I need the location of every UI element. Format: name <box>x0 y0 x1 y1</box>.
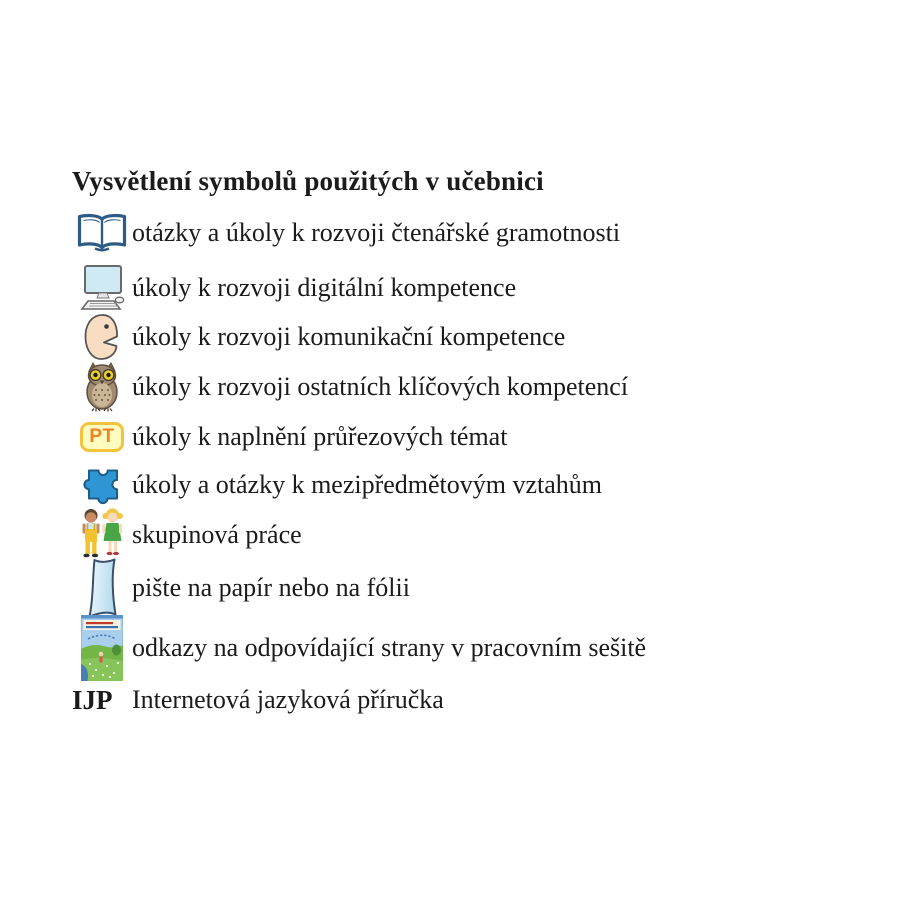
legend-item-label: odkazy na odpovídající strany v pracovním sešitě <box>132 632 647 662</box>
pt-badge-icon <box>72 422 132 452</box>
legend-item-digital-competence <box>72 262 516 314</box>
legend-item-label: úkoly k rozvoji ostatních klíčových kompetencí <box>132 371 629 401</box>
talking-face-icon <box>72 313 132 361</box>
legend-item-communication-competence <box>72 312 565 362</box>
legend-item-label: otázky a úkoly k rozvoji čtenářské gramotnosti <box>132 217 621 247</box>
legend-item-cross-subject-relations <box>72 462 602 508</box>
legend-item-label: úkoly k rozvoji komunikační kompetence <box>132 321 566 351</box>
legend-item-label: pište na papír nebo na fólii <box>132 572 410 602</box>
legend-item-internet-language-handbook <box>72 676 444 724</box>
legend-item-reading-literacy <box>72 206 620 260</box>
puzzle-piece-icon <box>72 466 132 505</box>
legend-item-key-competences <box>72 362 628 412</box>
computer-icon <box>72 264 132 312</box>
legend-item-paper-or-foil <box>72 556 410 620</box>
legend-item-label: skupinová práce <box>132 519 302 549</box>
legend-item-label: úkoly k naplnění průřezových témat <box>132 421 508 451</box>
open-book-icon <box>72 213 132 253</box>
legend-item-label: Internetová jazyková příručka <box>132 684 444 714</box>
owl-icon <box>72 362 132 412</box>
ijp-abbreviation <box>72 685 132 716</box>
ijp-abbr-text: IJP <box>72 684 113 715</box>
children-holding-hands-icon <box>72 507 132 563</box>
pt-badge-text: PT <box>80 422 124 452</box>
workbook-cover-icon <box>72 615 132 681</box>
paper-foil-icon <box>72 558 132 618</box>
legend-item-label: úkoly k rozvoji digitální kompetence <box>132 272 517 302</box>
legend-item-workbook-pages <box>72 612 646 684</box>
page-title: Vysvětlení symbolů použitých v učebnici <box>72 166 544 196</box>
legend-item-label: úkoly a otázky k mezipředmětovým vztahům <box>132 469 603 499</box>
legend-item-cross-curricular-topics <box>72 414 507 460</box>
